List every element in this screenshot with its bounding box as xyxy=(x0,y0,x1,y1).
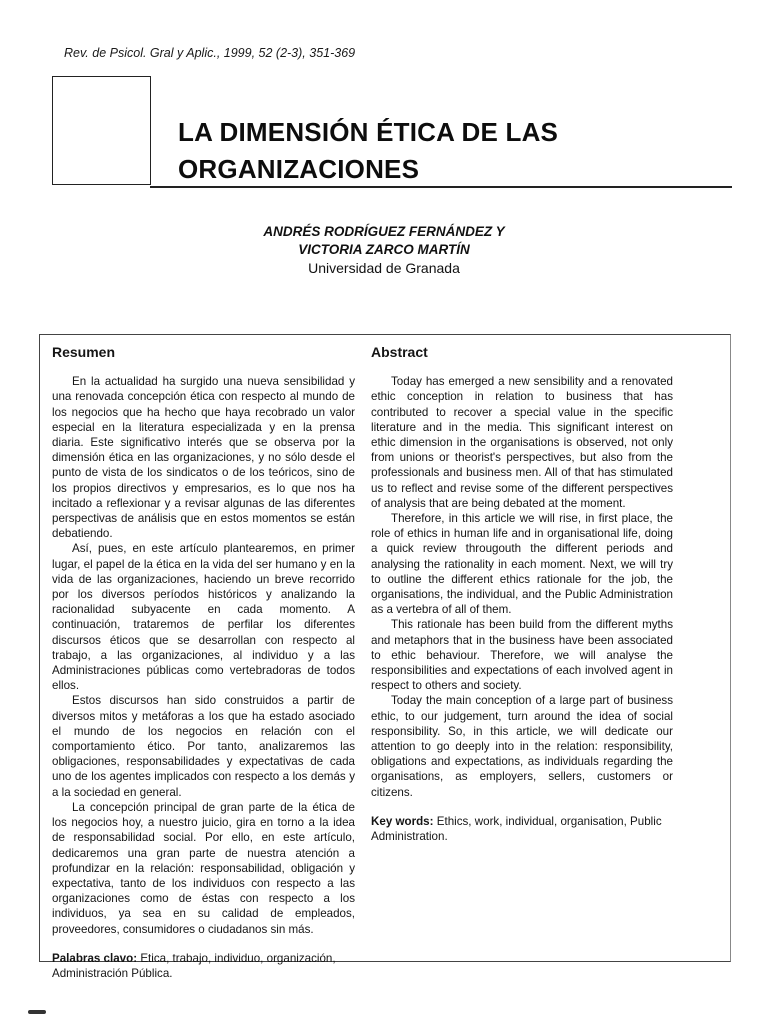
article-title xyxy=(178,114,738,188)
resumen-keywords-label: Palabras clavo: xyxy=(52,951,138,965)
abstract-keywords-label: Key words: xyxy=(371,814,434,828)
resumen-heading: Resumen xyxy=(52,344,116,360)
resumen-paragraph: La concepción principal de gran parte de la ética de los negocios hoy, a nuestro juicio, gira en torno a la idea de responsabilidad social. Por ello, en este artículo, dedicaremos una gran parte de nuestra atención a profundizar en la relación: responsabilidad, obligación y expectativa, tanto de los individuos con respecto a las organizaciones como de éstas con respecto a los individuos, ya sea en su calidad de empleados, proveedores, consumidores o ciudadanos sin más. xyxy=(52,800,355,936)
resumen-paragraph: Así, pues, en este artículo plantearemos, en primer lugar, el papel de la ética en la vida del ser humano y en la vida de las organizaciones, haciendo un breve recorrido por los diversos períodos históricos y analizando la racionalidad subyacente en cada momento. A continuación, trataremos de perfilar los diferentes discursos éticos que se desarrollan con respecto al trabajo, a las organizaciones, al individuo y a las Administraciones públicas como vertebradoras de todos ellos. xyxy=(52,542,355,693)
author-block xyxy=(0,223,768,277)
abstract-keywords-text: Ethics, work, individual, organisation, Public Administration. xyxy=(371,814,662,844)
resumen-keywords xyxy=(52,951,355,981)
resumen-paragraph: En la actualidad ha surgido una nueva sensibilidad y una renovada concepción ética con respecto al mundo de los negocios que ha hecho que haya recobrado un valor especial en la literatura especializada y en la prensa diaria. Este significativo interés que se observa por la dimensión ética en las organizaciones, y no sólo desde el punto de vista de los sindicatos o de los teóricos, sino de los propios directivos y empresarios, es lo que nos ha incitado a reflexionar y a revisar algunas de las diferentes perspectivas de análisis que en estos momentos se están debatiendo. xyxy=(52,375,355,541)
abstract-column xyxy=(371,345,673,844)
journal-citation: Rev. de Psicol. Gral y Aplic., 1999, 52 (2-3), 351-369 xyxy=(64,46,356,60)
resumen-paragraph: Estos discursos han sido construidos a partir de diversos mitos y metáforas a los que ha estado asociado el mundo de los negocios en relación con el comportamiento ético. Por tanto, analizaremos las obligaciones, responsabilidades y expectativas de cada uno de los agentes implicados con respecto a los demás y a la sociedad en general. xyxy=(52,694,355,799)
abstract-paragraph: Today the main conception of a large part of business ethic, to our judgement, turn around the idea of social responsibility. So, in this article, we will dedicate our attention to go deeply into in the relation: responsibility, obligations and expectations, as individuals regarding the organisations, as employers, sellers, customers or citizens. xyxy=(371,694,673,799)
abstract-heading: Abstract xyxy=(371,344,428,360)
title-underline-rule xyxy=(150,186,732,188)
resumen-keywords-text: Etica, trabajo, individuo, organización, Administración Pública. xyxy=(52,951,336,980)
abstract-paragraph: Therefore, in this article we will rise, in first place, the role of ethics in human life and in organisational life, doing a quick review througouth the different periods and analysing the rationality in each moment. Next, we will try to outline the different ethics rationale for the job, the organisations, the individual, and the Public Administration as a vertebra of all of them. xyxy=(371,512,673,617)
resumen-column xyxy=(52,345,355,981)
abstract-paragraph: Today has emerged a new sensibility and a renovated ethic conception in relation to business that has contributed to recover a special value in the specific literature and in the media. This significant interest on ethic dimension in the organisations is observed, not only from unions or theorist's perspectives, but also from the professionals and business men. All of that has stimulated us to reflect and revise some of the different perspectives of analysis that are being debated at the moment. xyxy=(371,375,673,510)
article-title-line-2: ORGANIZACIONES xyxy=(178,154,420,184)
article-title-line-1: LA DIMENSIÓN ÉTICA DE LAS xyxy=(178,117,559,147)
scan-smudge-mark xyxy=(28,1010,46,1014)
abstract-paragraph: This rationale has been build from the different myths and metaphors that in the business have been associated to ethic behaviour. Therefore, we will analyse the responsibilities and expectations of each involved agent in respect to others and society. xyxy=(371,618,673,693)
title-decorative-box xyxy=(52,76,151,185)
abstract-keywords xyxy=(371,814,673,844)
author-line-1: ANDRÉS RODRÍGUEZ FERNÁNDEZ Y xyxy=(263,224,505,239)
author-line-2: VICTORIA ZARCO MARTÍN xyxy=(298,242,470,257)
author-affiliation: Universidad de Granada xyxy=(308,260,460,276)
